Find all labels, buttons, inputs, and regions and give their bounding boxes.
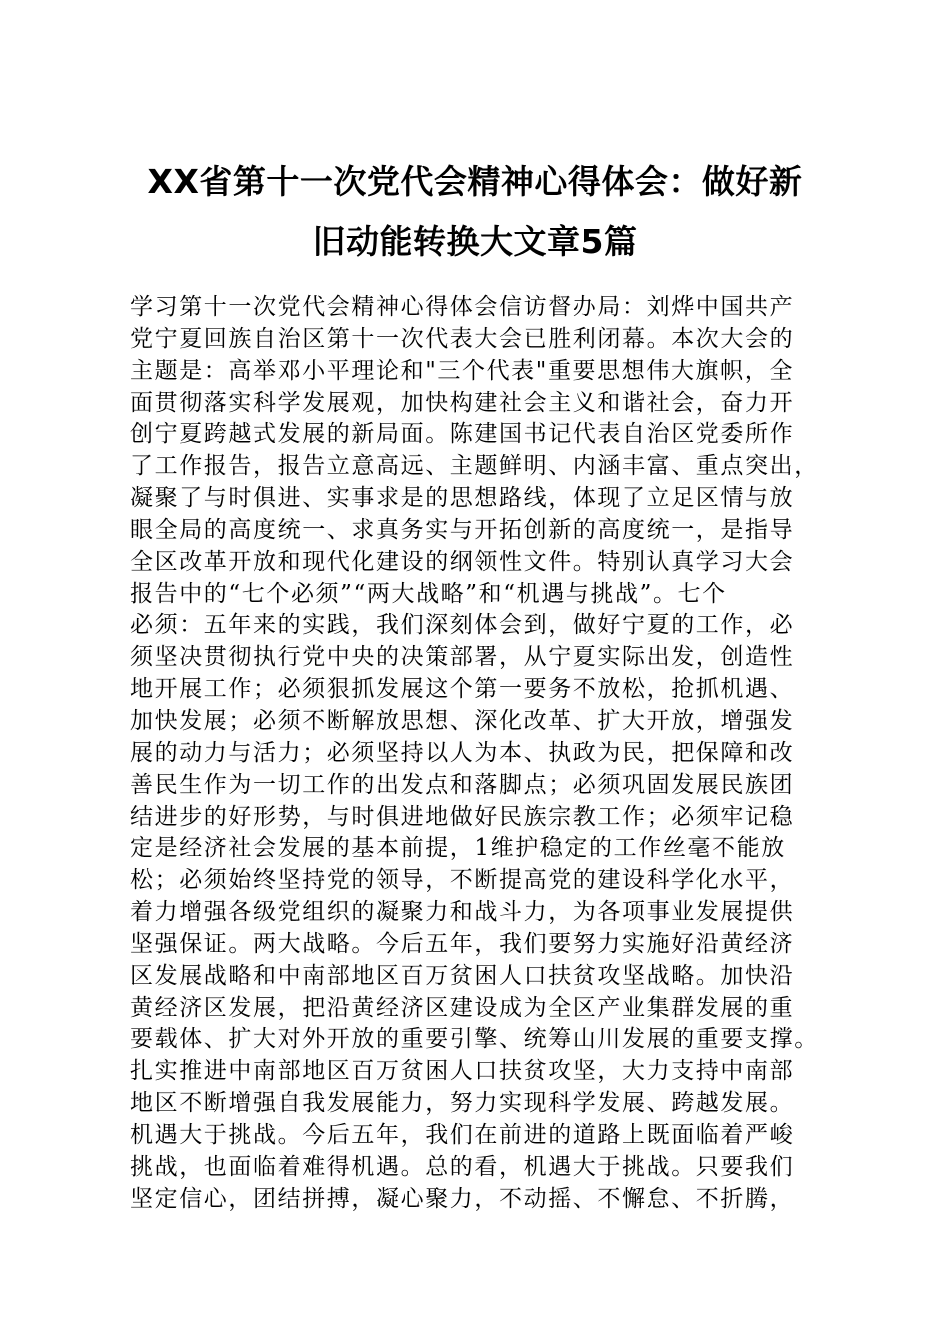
body-text-line: 定是经济社会发展的基本前提，1维护稳定的工作丝毫不能放 xyxy=(130,835,786,862)
body-text-line: 报告中的“七个必须”“两大战略”和“机遇与挑战”。七个 xyxy=(130,580,727,607)
body-text-line: 全区改革开放和现代化建设的纲领性文件。特别认真学习大会 xyxy=(130,548,795,575)
document-title-line-2: 旧动能转换大文章5篇 xyxy=(312,222,638,261)
body-text-line: 眼全局的高度统一、求真务实与开拓创新的高度统一，是指导 xyxy=(130,516,795,543)
body-text-line: 须坚决贯彻执行党中央的决策部署，从宁夏实际出发，创造性 xyxy=(130,644,795,671)
body-text-line: 挑战，也面临着难得机遇。总的看，机遇大于挑战。只要我们 xyxy=(130,1153,795,1180)
body-text-line: 结进步的好形势，与时俱进地做好民族宗教工作；必须牢记稳 xyxy=(130,803,795,830)
body-text-line: 党宁夏回族自治区第十一次代表大会已胜利闭幕。本次大会的 xyxy=(130,325,795,352)
body-text-line: 必须：五年来的实践，我们深刻体会到，做好宁夏的工作，必 xyxy=(130,612,795,639)
body-text-line: 了工作报告，报告立意高远、主题鲜明、内涵丰富、重点突出， xyxy=(130,453,819,480)
document-body xyxy=(130,292,850,1215)
body-text-line: 地区不断增强自我发展能力，努力实现科学发展、跨越发展。 xyxy=(130,1090,795,1117)
body-text-line: 地开展工作；必须狠抓发展这个第一要务不放松，抢抓机遇、 xyxy=(130,676,795,703)
body-text-line: 加快发展；必须不断解放思想、深化改革、扩大开放，增强发 xyxy=(130,707,795,734)
body-text-line: 坚定信心，团结拼搏，凝心聚力，不动摇、不懈怠、不折腾， xyxy=(130,1185,795,1212)
body-text-line: 机遇大于挑战。今后五年，我们在前进的道路上既面临着严峻 xyxy=(130,1121,795,1148)
body-text-line: 着力增强各级党组织的凝聚力和战斗力，为各项事业发展提供 xyxy=(130,899,795,926)
body-text-line: 扎实推进中南部地区百万贫困人口扶贫攻坚，大力支持中南部 xyxy=(130,1058,795,1085)
document-title-line-1: XX省第十一次党代会精神心得体会：做好新 xyxy=(147,162,803,201)
body-text-line: 善民生作为一切工作的出发点和落脚点；必须巩固发展民族团 xyxy=(130,771,795,798)
body-text-line: 主题是：高举邓小平理论和"三个代表"重要思想伟大旗帜，全 xyxy=(130,357,794,384)
body-text-line: 凝聚了与时俱进、实事求是的思想路线，体现了立足区情与放 xyxy=(130,485,795,512)
body-text-line: 学习第十一次党代会精神心得体会信访督办局：刘烨中国共产 xyxy=(130,294,795,320)
body-text-line: 要载体、扩大对外开放的重要引擎、统筹山川发展的重要支撑。 xyxy=(130,1026,819,1053)
body-text-line: 坚强保证。两大战略。今后五年，我们要努力实施好沿黄经济 xyxy=(130,930,795,957)
body-text-line: 面贯彻落实科学发展观，加快构建社会主义和谐社会，奋力开 xyxy=(130,389,795,416)
body-text-line: 展的动力与活力；必须坚持以人为本、执政为民，把保障和改 xyxy=(130,739,795,766)
body-text-line: 黄经济区发展，把沿黄经济区建设成为全区产业集群发展的重 xyxy=(130,994,795,1021)
body-text-line: 创宁夏跨越式发展的新局面。陈建国书记代表自治区党委所作 xyxy=(130,421,795,448)
body-text-line: 区发展战略和中南部地区百万贫困人口扶贫攻坚战略。加快沿 xyxy=(130,962,795,989)
body-text-line: 松；必须始终坚持党的领导，不断提高党的建设科学化水平， xyxy=(130,867,795,894)
